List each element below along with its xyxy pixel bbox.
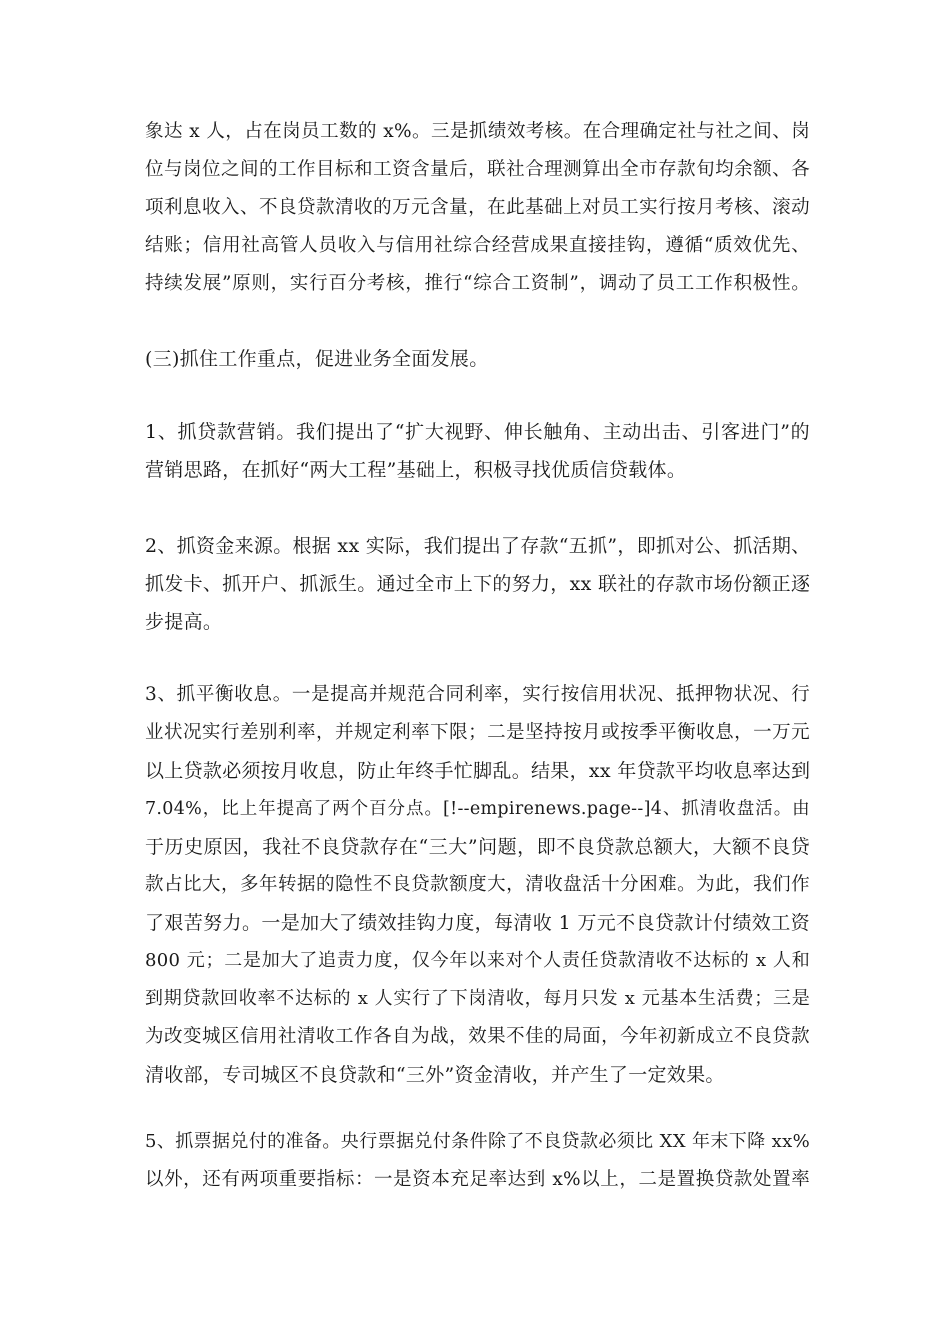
text-line: 持续发展”原则，实行百分考核，推行“综合工资制”，调动了员工工作积极性。 <box>145 273 810 294</box>
text-line: 3、抓平衡收息。一是提高并规范合同利率，实行按信用状况、抵押物状况、行 <box>145 684 810 705</box>
text-line: 步提高。 <box>145 611 223 633</box>
text-line: 象达 x 人，占在岗员工数的 x%。三是抓绩效考核。在合理确定社与社之间、岗 <box>145 121 810 142</box>
text-line: 业状况实行差别利率，并规定利率下限；二是坚持按月或按季平衡收息，一万元 <box>145 722 810 743</box>
text-line: 项利息收入、不良贷款清收的万元含量，在此基础上对员工实行按月考核、滚动 <box>145 197 810 218</box>
section-heading <box>145 340 810 378</box>
paragraph-interest-collection <box>145 676 810 1094</box>
text-line: 800 元；二是加大了追责力度，仅今年以来对个人责任贷款清收不达标的 x 人和 <box>145 950 810 971</box>
paragraph-fund-sources <box>145 527 810 641</box>
text-line: 清收部，专司城区不良贷款和“三外”资金清收，并产生了一定效果。 <box>145 1064 725 1086</box>
text-line: 于历史原因，我社不良贷款存在“三大”问题，即不良贷款总额大，大额不良贷 <box>145 836 810 858</box>
paragraph-loan-marketing <box>145 413 810 489</box>
text-line: 到期贷款回收率不达标的 x 人实行了下岗清收，每月只发 x 元基本生活费；三是 <box>145 988 810 1009</box>
text-line: 2、抓资金来源。根据 xx 实际，我们提出了存款“五抓”，即抓对公、抓活期、 <box>145 535 811 557</box>
text-line: 结账；信用社高管人员收入与信用社综合经营成果直接挂钩，遵循“质效优先、 <box>145 235 810 256</box>
text-line: 营销思路，在抓好“两大工程”基础上，积极寻找优质信贷载体。 <box>145 459 687 481</box>
text-line: 了艰苦努力。一是加大了绩效挂钩力度，每清收 1 万元不良贷款计付绩效工资 <box>145 912 810 934</box>
text-line: 款占比大，多年转据的隐性不良贷款额度大，清收盘活十分困难。为此，我们作 <box>145 874 810 895</box>
text-line: 以上贷款必须按月收息，防止年终手忙脚乱。结果，xx 年贷款平均收息率达到 <box>145 760 811 782</box>
text-line: 抓发卡、抓开户、抓派生。通过全市上下的努力，xx 联社的存款市场份额正逐 <box>145 573 811 595</box>
paragraph-performance-assessment <box>145 113 810 303</box>
text-line: 以外，还有两项重要指标：一是资本充足率达到 x%以上，二是置换贷款处置率 <box>145 1169 810 1190</box>
text-line: 为改变城区信用社清收工作各自为战，效果不佳的局面，今年初新成立不良贷款 <box>145 1026 810 1047</box>
heading-text: (三)抓住工作重点，促进业务全面发展。 <box>145 348 489 370</box>
text-line: 5、抓票据兑付的准备。央行票据兑付条件除了不良贷款必须比 XX 年末下降 xx% <box>145 1131 810 1152</box>
text-line: 1、抓贷款营销。我们提出了“扩大视野、伸长触角、主动出击、引客进门”的 <box>145 421 810 443</box>
paragraph-bill-redemption <box>145 1123 810 1199</box>
text-line: 位与岗位之间的工作目标和工资含量后，联社合理测算出全市存款旬均余额、各 <box>145 159 810 180</box>
text-line: 7.04%，比上年提高了两个百分点。[!--empirenews.page--]4、抓清收盘活。由 <box>145 799 810 819</box>
